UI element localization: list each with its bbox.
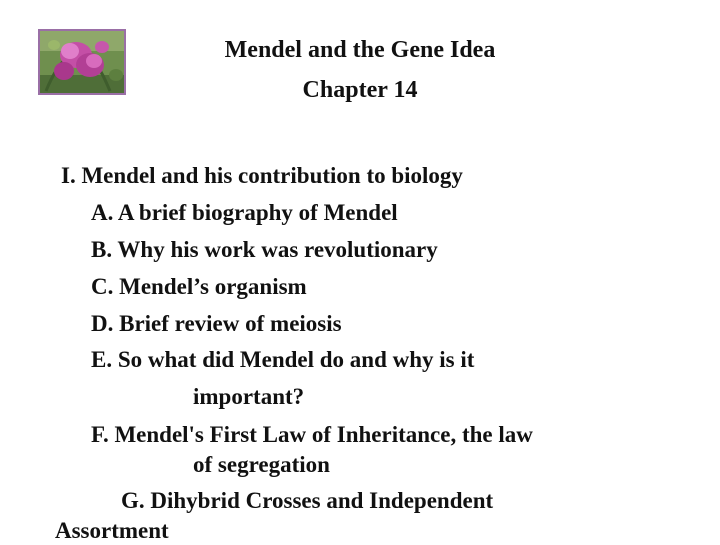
outline-item-g-line-1: G. Dihybrid Crosses and Independent — [121, 488, 494, 513]
flower-image — [40, 31, 124, 93]
outline-item-f-line-1: F. Mendel's First Law of Inheritance, the law — [91, 422, 533, 447]
outline-item-e-line-2: important? — [193, 384, 305, 409]
slide-title — [120, 30, 600, 110]
outline-item-g-line-2: Assortment — [55, 518, 169, 543]
outline-item-f-line-2: of segregation — [193, 452, 330, 477]
outline-item-e-line-1: E. So what did Mendel do and why is it — [91, 347, 475, 372]
outline-item-b: B. Why his work was revolutionary — [91, 237, 438, 262]
outline-section-heading: I. Mendel and his contribution to biology — [61, 163, 463, 188]
title-line-1: Mendel and the Gene Idea — [224, 37, 496, 63]
title-line-2: Chapter 14 — [302, 77, 418, 103]
outline-item-a: A. A brief biography of Mendel — [91, 200, 398, 225]
flower-photo — [38, 29, 126, 95]
outline-item-d: D. Brief review of meiosis — [91, 311, 342, 336]
outline-item-c: C. Mendel’s organism — [91, 274, 307, 299]
